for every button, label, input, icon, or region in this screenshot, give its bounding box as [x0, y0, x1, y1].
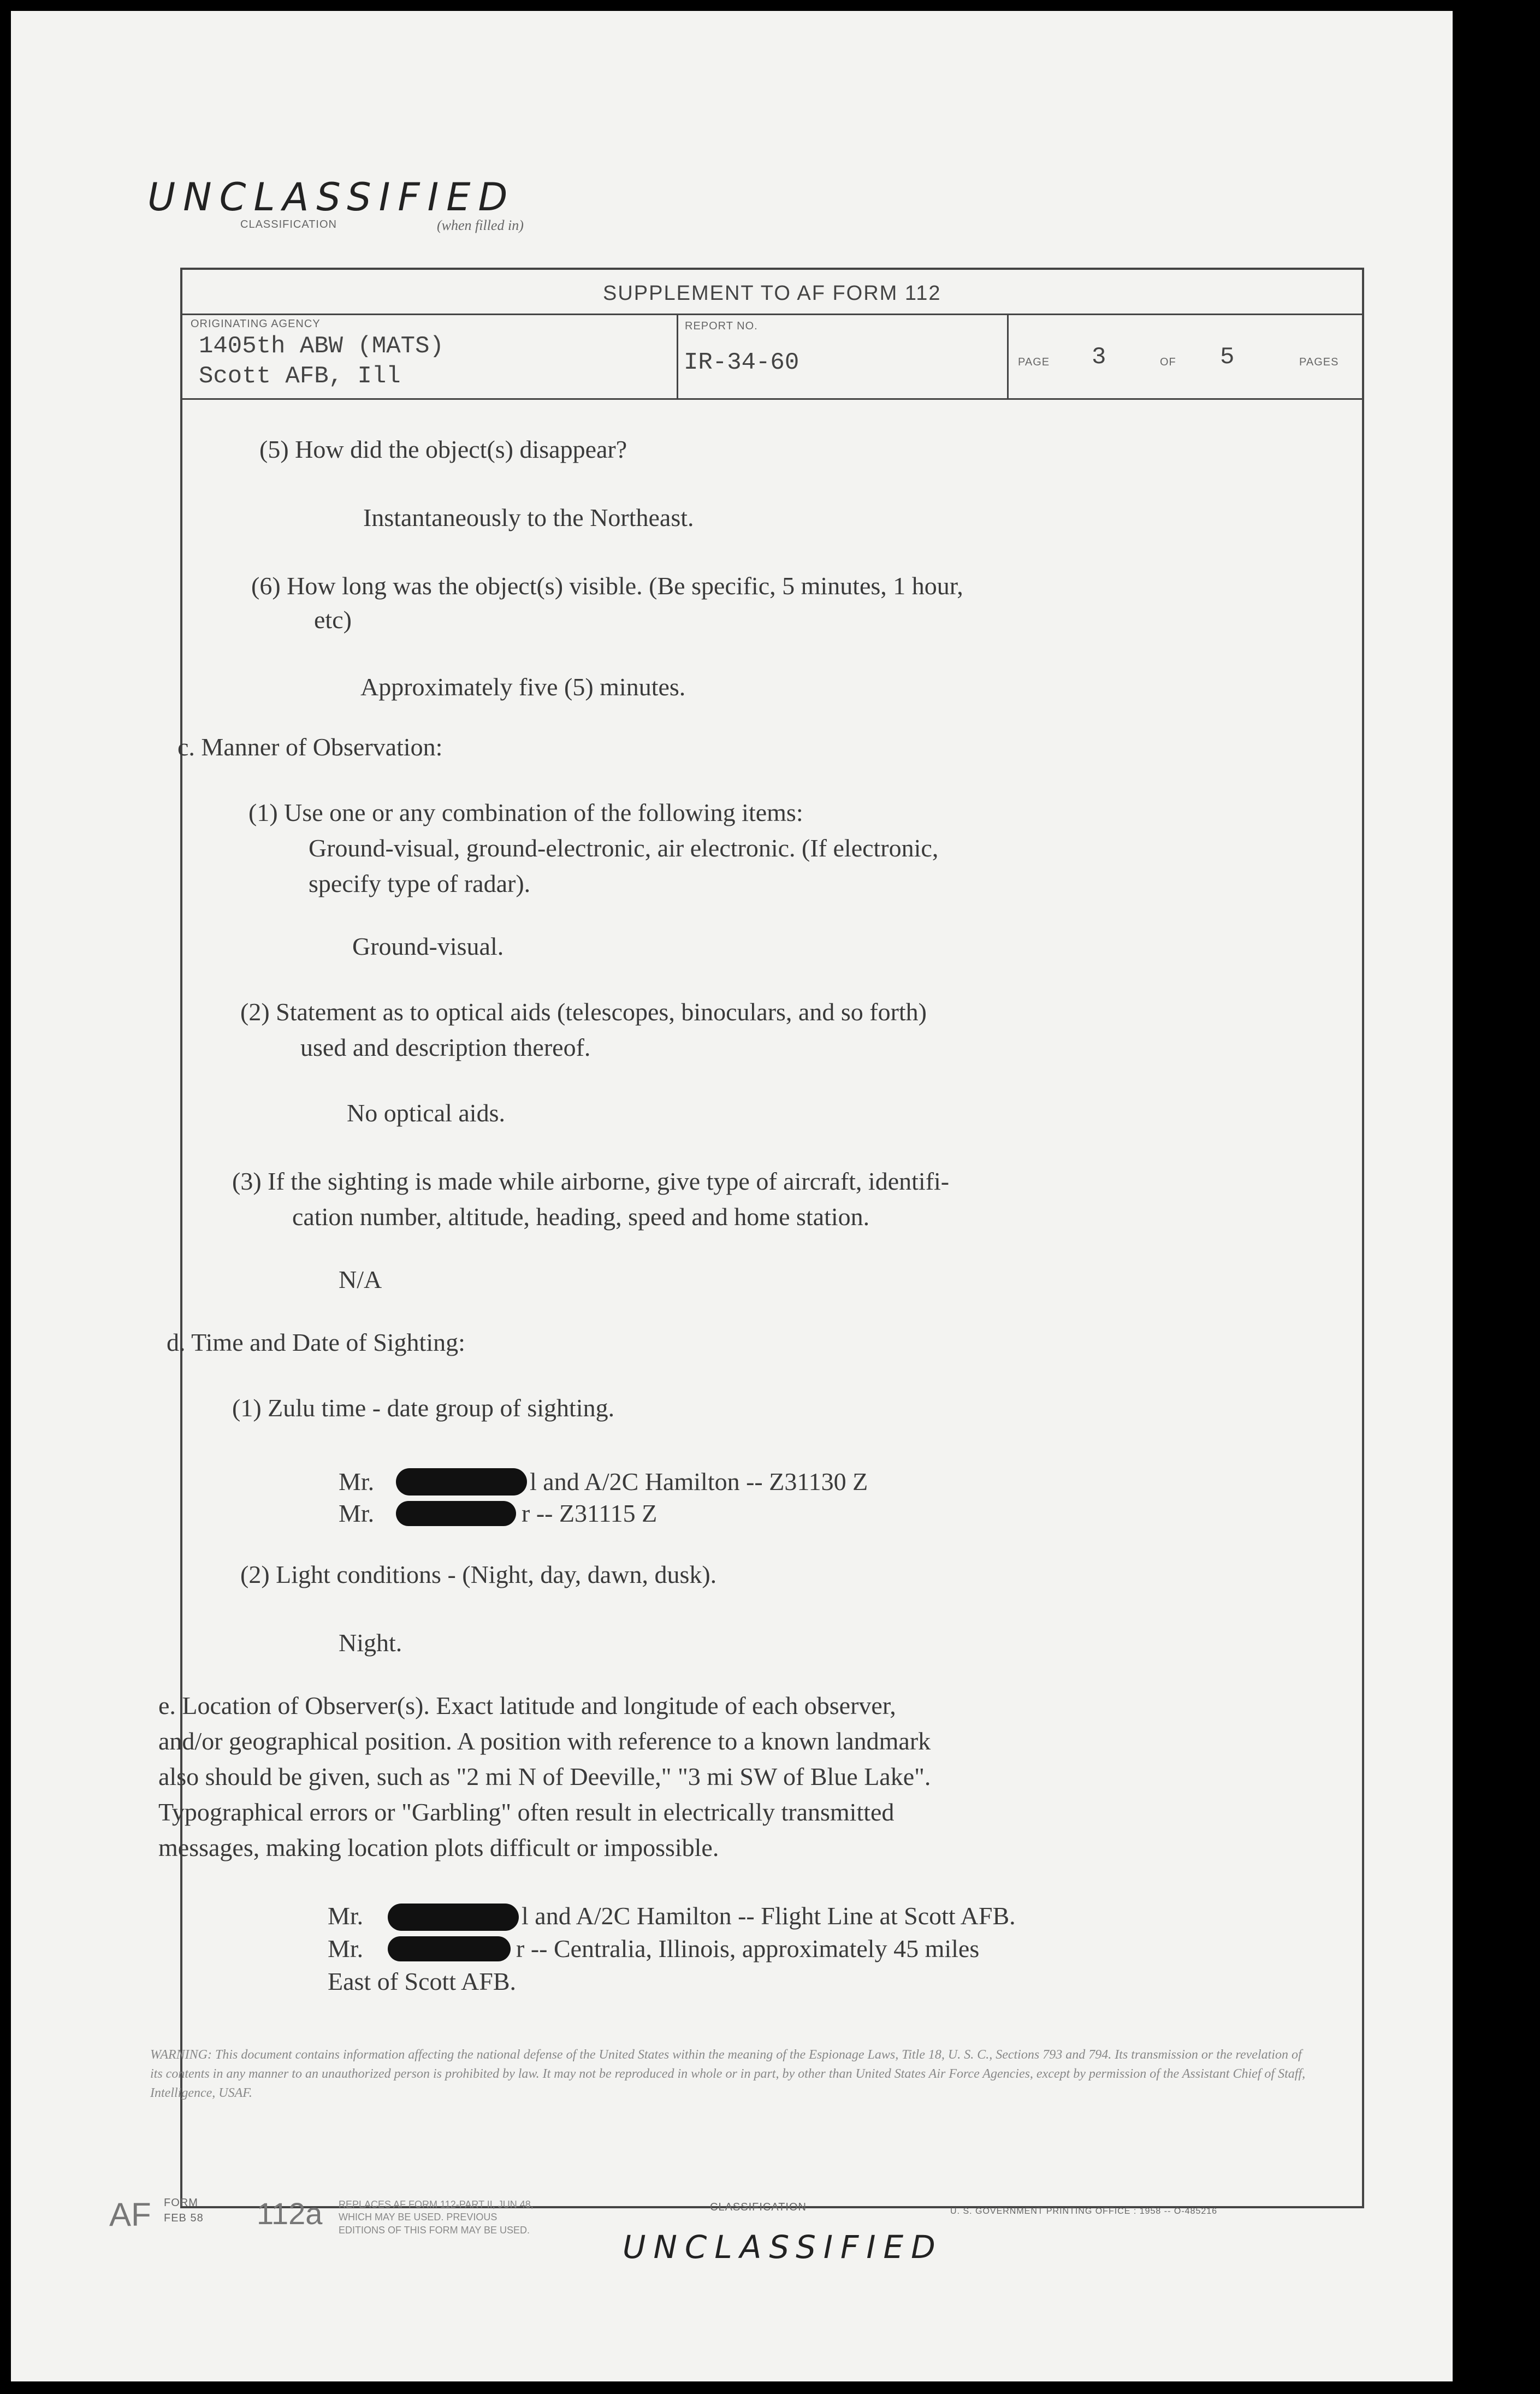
d1-observer2-text: r -- Z31115 Z [522, 1499, 658, 1527]
report-no: IR-34-60 [684, 349, 799, 376]
c2-line1: (2) Statement as to optical aids (telescopes, binoculars, and so forth) [240, 998, 927, 1026]
report-no-label: REPORT NO. [685, 320, 758, 332]
c1-line2: Ground-visual, ground-electronic, air electronic. (If electronic, [309, 834, 939, 862]
agency-line1: 1405th ABW (MATS) [199, 333, 444, 360]
classification-bottom-handwritten: UNCLASSIFIED [623, 2229, 943, 2266]
ae-observer1-title: Mr. [328, 1902, 364, 1930]
d1-observer2-title: Mr. [339, 1499, 375, 1527]
c3-line2: cation number, altitude, heading, speed and home station. [292, 1203, 870, 1231]
redaction-mark [396, 1501, 516, 1526]
answer-d2: Night. [339, 1629, 402, 1657]
answer-c3: N/A [339, 1266, 382, 1293]
ae-observer2-text: r -- Centralia, Illinois, approximately 45 miles [516, 1935, 980, 1963]
page-number: 3 [1092, 344, 1106, 371]
footer-classification-label: CLASSIFICATION [710, 2201, 807, 2213]
form-title: SUPPLEMENT TO AF FORM 112 [603, 282, 941, 305]
e-line2: and/or geographical position. A position with reference to a known landmark [158, 1727, 931, 1755]
redaction-mark [396, 1468, 527, 1495]
e-line5: messages, making location plots difficult or impossible. [158, 1834, 719, 1861]
section-d-heading: d. Time and Date of Sighting: [167, 1328, 465, 1356]
header-bottom-divider [182, 398, 1362, 400]
d2-question: (2) Light conditions - (Night, day, dawn, dusk). [240, 1560, 717, 1588]
footer-form-date: FEB 58 [164, 2212, 204, 2224]
redaction-mark [388, 1936, 511, 1961]
warning-notice: WARNING: This document contains information affecting the national defense of the United States within the meaning of the Espionage Laws, Title 18, U. S. C., Sections 793 and 794. Its transmission or the revelation of its contents in any manner to an unauthorized person is prohibited by law. It may not be reproduced in whole or in part, by other than United States Air Force Agencies, except by permission of the Assistant Chief of Staff, Intelligence, USAF. [150, 2048, 1306, 2100]
footer-af: AF [109, 2196, 151, 2233]
redaction-mark [388, 1904, 519, 1931]
header-divider-2 [1007, 314, 1009, 398]
e-line1: e. Location of Observer(s). Exact latitude and longitude of each observer, [158, 1692, 896, 1719]
footer-form-number: 112a [257, 2196, 323, 2231]
d1-question: (1) Zulu time - date group of sighting. [232, 1394, 615, 1422]
d1-observer1-text: l and A/2C Hamilton -- Z31130 Z [530, 1468, 868, 1495]
e-line4: Typographical errors or "Garbling" often result in electrically transmitted [158, 1798, 895, 1826]
page-label: PAGE [1018, 356, 1050, 368]
question-6-line2: etc) [314, 606, 352, 634]
document-page [11, 11, 1453, 2381]
ae-observer2-title: Mr. [328, 1935, 364, 1963]
answer-c2: No optical aids. [347, 1099, 505, 1127]
header-divider-1 [677, 314, 678, 398]
c1-line1: (1) Use one or any combination of the following items: [248, 799, 803, 826]
when-filled-label: (when filled in) [437, 217, 524, 233]
page-total: 5 [1220, 344, 1235, 371]
footer-form-label: FORM [164, 2197, 198, 2209]
ae-line3: East of Scott AFB. [328, 1967, 517, 1995]
e-line3: also should be given, such as "2 mi N of Deeville," "3 mi SW of Blue Lake". [158, 1763, 931, 1790]
pages-label: PAGES [1299, 356, 1339, 368]
answer-c1: Ground-visual. [352, 932, 504, 960]
c1-line3: specify type of radar). [309, 870, 531, 897]
title-divider [182, 314, 1362, 315]
question-6-line1: (6) How long was the object(s) visible. (Be specific, 5 minutes, 1 hour, [251, 572, 963, 600]
c2-line2: used and description thereof. [300, 1033, 591, 1061]
classification-top-handwritten: UNCLASSIFIED [147, 175, 516, 220]
ae-observer1-text: l and A/2C Hamilton -- Flight Line at Scott AFB. [522, 1902, 1016, 1930]
classification-top-label: CLASSIFICATION [240, 218, 337, 230]
section-c-heading: c. Manner of Observation: [177, 733, 443, 761]
footer-replaces: REPLACES AF FORM 112-PART II, JUN 48, WHICH MAY BE USED. PREVIOUS EDITIONS OF THIS FORM MAY BE USED. [339, 2199, 534, 2236]
answer-5: Instantaneously to the Northeast. [363, 504, 694, 531]
footer-gpo: U. S. GOVERNMENT PRINTING OFFICE : 1958 -- O-485216 [950, 2207, 1218, 2216]
agency-line2: Scott AFB, Ill [199, 363, 401, 390]
d1-observer1-title: Mr. [339, 1468, 375, 1495]
answer-6: Approximately five (5) minutes. [360, 673, 686, 701]
originating-agency-label: ORIGINATING AGENCY [191, 318, 321, 330]
question-5: (5) How did the object(s) disappear? [259, 435, 627, 463]
of-label: OF [1160, 356, 1176, 368]
c3-line1: (3) If the sighting is made while airborne, give type of aircraft, identifi- [232, 1167, 950, 1195]
